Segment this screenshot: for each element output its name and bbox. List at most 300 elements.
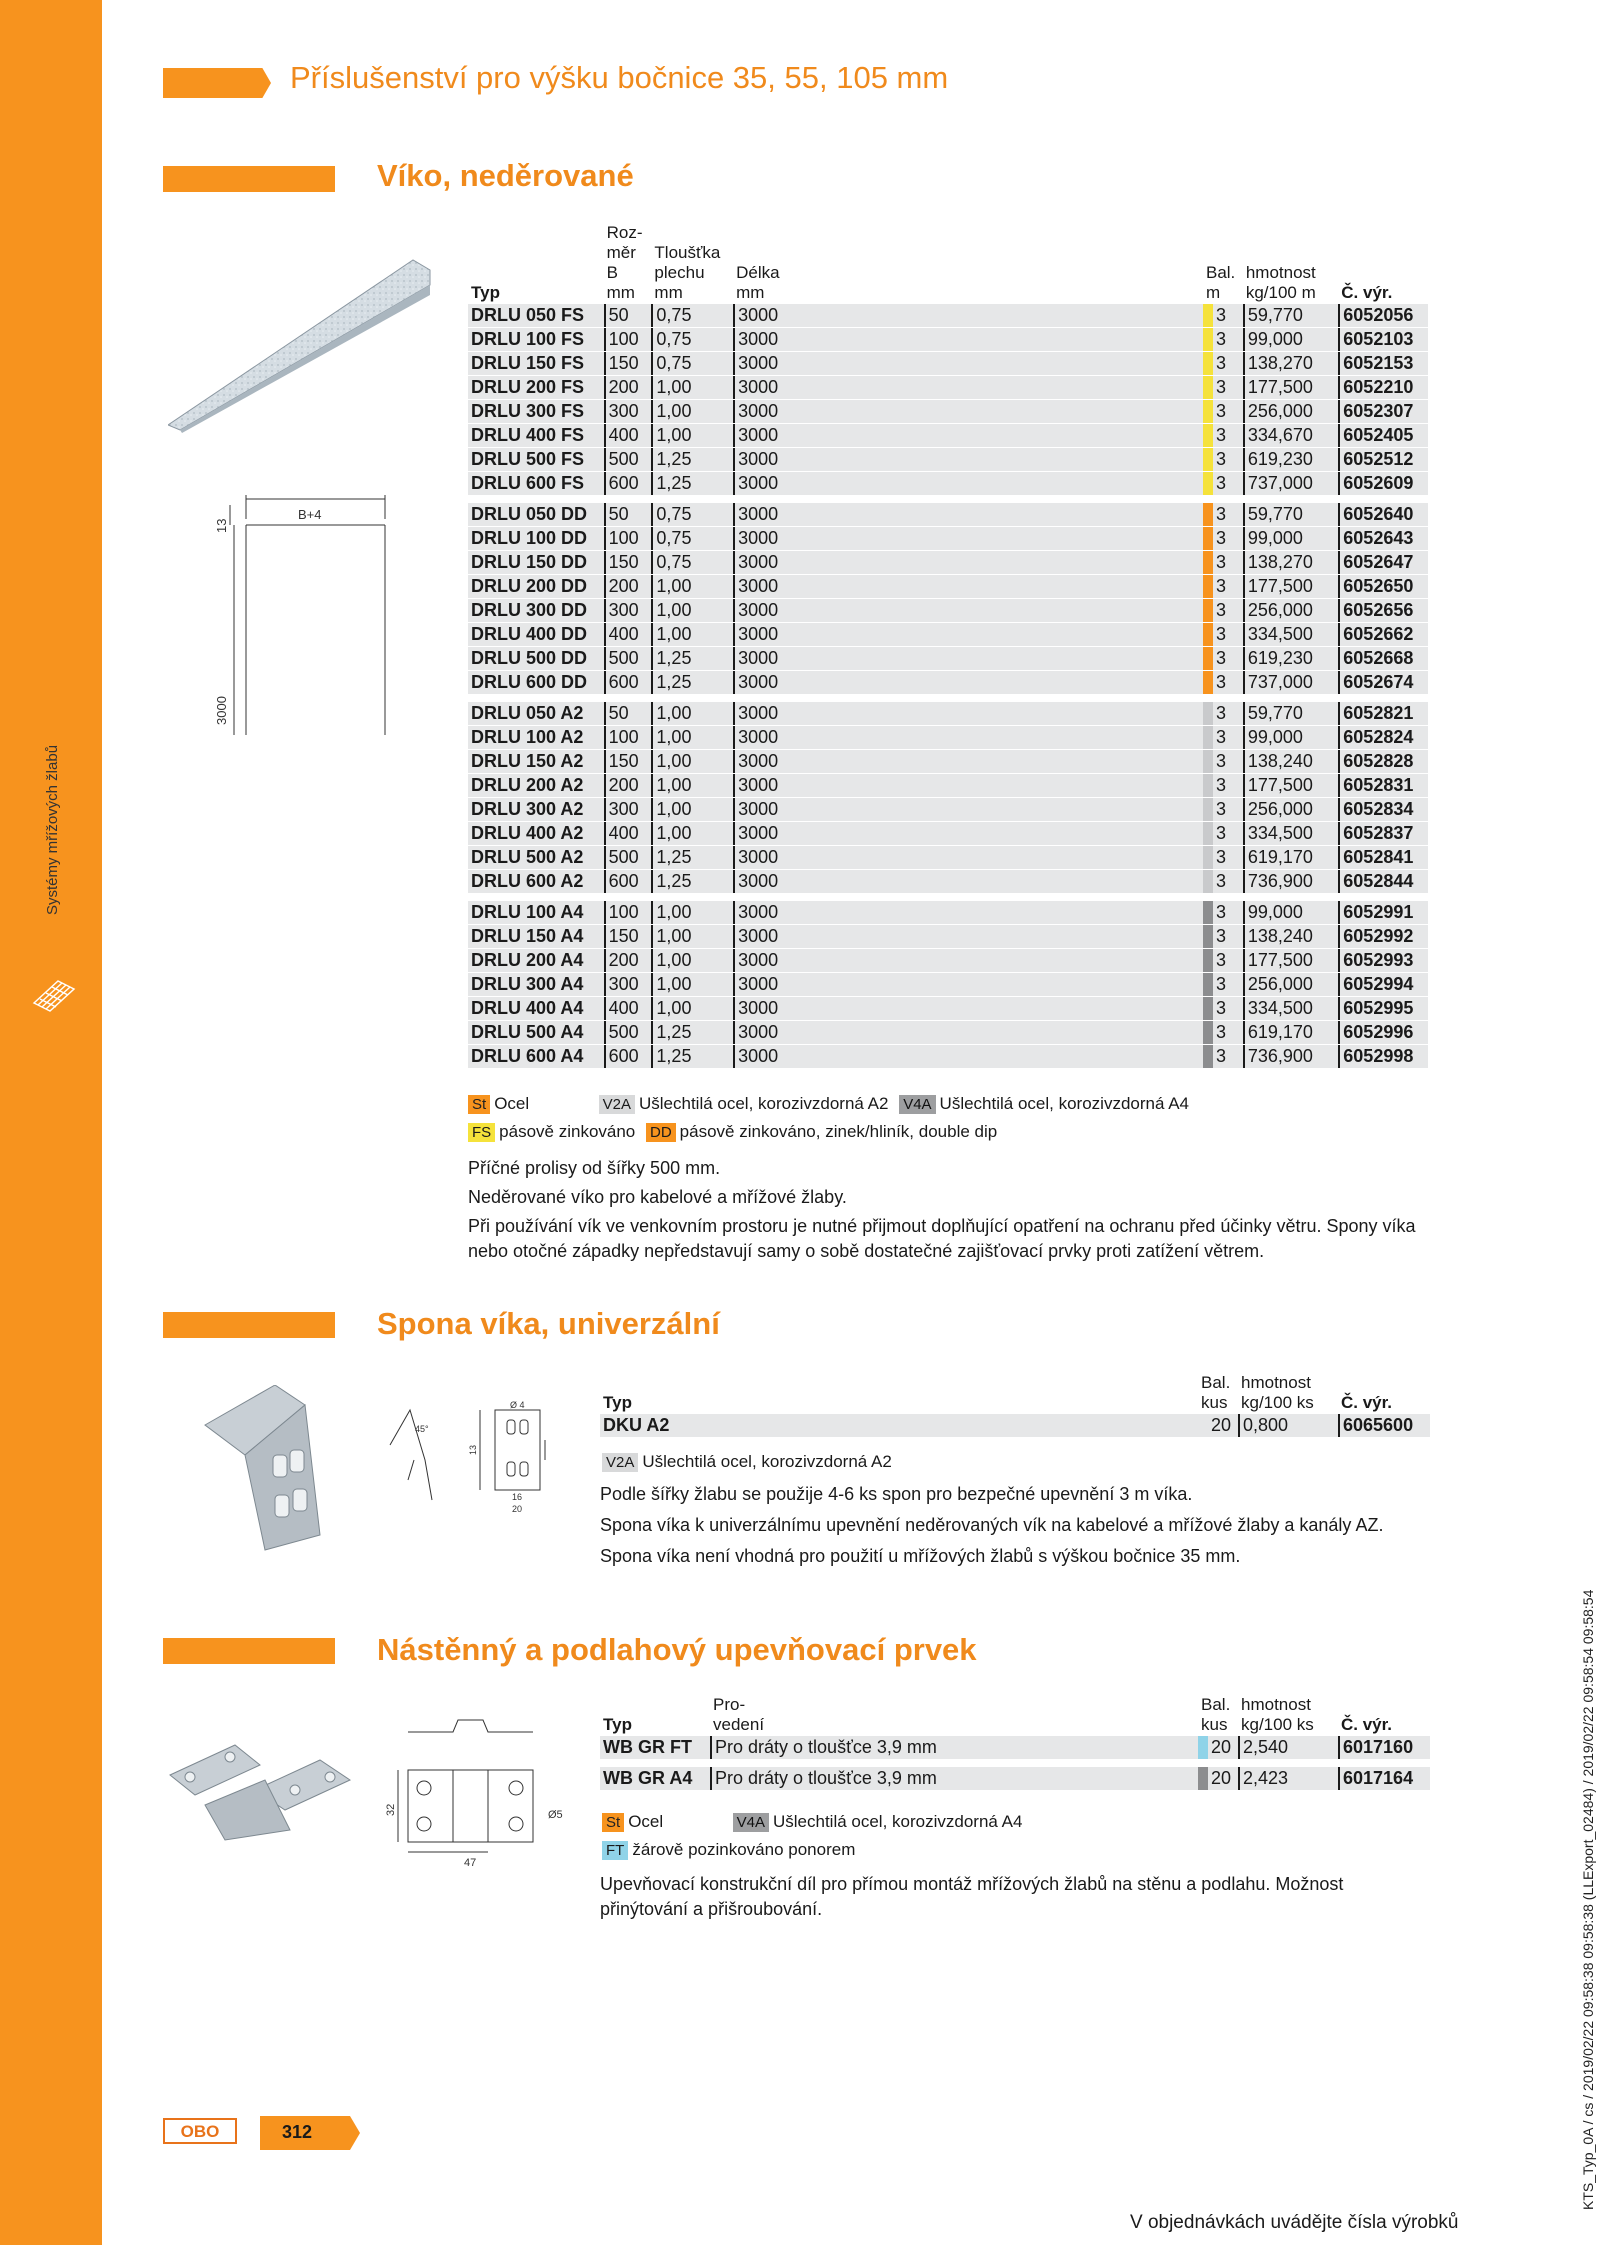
table-row: [468, 575, 1428, 598]
cell-cvyr: 6052834: [1338, 798, 1428, 821]
cell-rozmer: 600: [604, 671, 652, 694]
cell-bal: 3: [1203, 750, 1243, 773]
cell-delka: 3000: [733, 400, 1203, 423]
cell-bal: 3: [1203, 503, 1243, 526]
table-row: [468, 750, 1428, 773]
cell-hmotnost: 177,500: [1243, 575, 1338, 598]
cell-tloustka: 1,00: [651, 973, 733, 996]
cell-bal: 3: [1203, 328, 1243, 351]
hdr-typ: Typ: [471, 283, 500, 302]
cell-delka: 3000: [733, 1045, 1203, 1068]
table-row: [468, 503, 1428, 526]
note: Příčné prolisy od šířky 500 mm.: [468, 1158, 721, 1178]
cell-hmotnost: 334,670: [1243, 424, 1338, 447]
cell-hmotnost: 736,900: [1243, 870, 1338, 893]
cell-hmotnost: 256,000: [1243, 973, 1338, 996]
cell-bal: 3: [1203, 774, 1243, 797]
fixing-table: [600, 1694, 1430, 1791]
note: Neděrované víko pro kabelové a mřížové žlaby.: [468, 1187, 847, 1207]
cell-typ: DRLU 150 DD: [468, 551, 604, 574]
cell-cvyr: 6052994: [1338, 973, 1428, 996]
cell-bal: 3: [1203, 949, 1243, 972]
cell-rozmer: 400: [604, 997, 652, 1020]
note: Spona víka k univerzálnímu upevnění neděrovaných vík na kabelové a mřížové žlaby a kanály AZ.: [600, 1515, 1384, 1535]
logo-text: OBO: [180, 2122, 220, 2141]
cell-rozmer: 500: [604, 1021, 652, 1044]
cell-rozmer: 200: [604, 575, 652, 598]
table-row: [600, 1767, 1430, 1790]
cell-provedeni: Pro dráty o tloušťce 3,9 mm: [710, 1767, 1198, 1790]
cell-hmotnost: 138,240: [1243, 925, 1338, 948]
clip-product-image: [185, 1385, 335, 1555]
cell-rozmer: 400: [604, 822, 652, 845]
table-row: [468, 774, 1428, 797]
fixing-dim: 47: [464, 1857, 477, 1869]
table-row: [468, 424, 1428, 447]
cell-typ: DKU A2: [600, 1414, 1198, 1437]
legend-row-4: [602, 1812, 1022, 1832]
fixing-drawing: [378, 1712, 568, 1872]
cell-tloustka: 1,25: [651, 671, 733, 694]
cell-tloustka: 0,75: [651, 328, 733, 351]
cell-hmotnost: 177,500: [1243, 774, 1338, 797]
st-tag: St: [602, 1813, 624, 1832]
cell-cvyr: 6052841: [1338, 846, 1428, 869]
cell-bal: 3: [1203, 647, 1243, 670]
hdr-hmotnost: hmotnost kg/100 m: [1245, 263, 1316, 302]
cell-tloustka: 1,00: [651, 702, 733, 725]
legend-row-1: [468, 1094, 1189, 1114]
cell-cvyr: 6052995: [1338, 997, 1428, 1020]
table-row: [468, 551, 1428, 574]
cell-hmotnost: 99,000: [1243, 901, 1338, 924]
cell-hmotnost: 138,240: [1243, 750, 1338, 773]
cell-tloustka: 1,00: [651, 575, 733, 598]
cell-cvyr: 6052153: [1338, 352, 1428, 375]
cell-tloustka: 0,75: [651, 551, 733, 574]
cell-rozmer: 600: [604, 1045, 652, 1068]
table-row: [468, 846, 1428, 869]
sidebar-label: Systémy mřížových žlabů: [44, 744, 61, 915]
cell-rozmer: 500: [604, 647, 652, 670]
cell-bal: 3: [1203, 599, 1243, 622]
page-number: 312: [282, 2122, 313, 2142]
v4a-tag: V4A: [733, 1813, 769, 1832]
note: Podle šířky žlabu se použije 4-6 ks spon pro bezpečné upevnění 3 m víka.: [600, 1484, 1193, 1504]
cell-hmotnost: 334,500: [1243, 623, 1338, 646]
note: Spona víka není vhodná pro použití u mřížových žlabů s výškou bočnice 35 mm.: [600, 1546, 1241, 1566]
hdr-cvyr: Č. výr.: [1341, 1393, 1393, 1412]
table-row: [468, 949, 1428, 972]
table-row: [468, 997, 1428, 1020]
cell-cvyr: 6052656: [1338, 599, 1428, 622]
cell-rozmer: 200: [604, 376, 652, 399]
cell-tloustka: 1,00: [651, 400, 733, 423]
cell-bal: 3: [1203, 822, 1243, 845]
section2-notes: [600, 1482, 1430, 1569]
sidebar-stripe: [0, 0, 102, 2245]
cell-tloustka: 1,00: [651, 376, 733, 399]
cell-typ: DRLU 050 A2: [468, 702, 604, 725]
cell-bal: 3: [1203, 575, 1243, 598]
cell-cvyr: 6052103: [1338, 328, 1428, 351]
cell-typ: DRLU 500 A2: [468, 846, 604, 869]
cell-delka: 3000: [733, 424, 1203, 447]
table-row: [468, 798, 1428, 821]
cell-rozmer: 300: [604, 599, 652, 622]
dd-tag: DD: [646, 1123, 676, 1142]
cell-cvyr: 6052998: [1338, 1045, 1428, 1068]
hdr-cvyr: Č. výr.: [1341, 283, 1393, 302]
cell-hmotnost: 177,500: [1243, 949, 1338, 972]
cell-delka: 3000: [733, 870, 1203, 893]
hdr-bal: Bal. kus: [1201, 1695, 1231, 1734]
cell-rozmer: 500: [604, 846, 652, 869]
cell-cvyr: 6052831: [1338, 774, 1428, 797]
cell-typ: DRLU 400 FS: [468, 424, 604, 447]
cell-delka: 3000: [733, 750, 1203, 773]
cell-rozmer: 100: [604, 527, 652, 550]
cell-rozmer: 100: [604, 901, 652, 924]
cell-hmotnost: 2,423: [1238, 1767, 1338, 1790]
cell-rozmer: 400: [604, 623, 652, 646]
fixing-dim: 32: [385, 1803, 397, 1816]
legend-row-5: [602, 1840, 855, 1860]
cell-typ: DRLU 150 FS: [468, 352, 604, 375]
cell-delka: 3000: [733, 997, 1203, 1020]
cell-hmotnost: 138,270: [1243, 352, 1338, 375]
cell-bal: 3: [1203, 798, 1243, 821]
cell-delka: 3000: [733, 1021, 1203, 1044]
table-row: [468, 870, 1428, 893]
cell-tloustka: 1,00: [651, 599, 733, 622]
clip-dim: 20: [512, 1504, 523, 1514]
cell-typ: DRLU 400 DD: [468, 623, 604, 646]
table-row: [468, 527, 1428, 550]
cell-hmotnost: 256,000: [1243, 798, 1338, 821]
cell-bal: 3: [1203, 726, 1243, 749]
cell-cvyr: 6052844: [1338, 870, 1428, 893]
hdr-hmotnost: hmotnost kg/100 ks: [1241, 1695, 1314, 1734]
cell-typ: DRLU 500 DD: [468, 647, 604, 670]
section-title-1: Víko, neděrované: [377, 158, 634, 193]
cell-cvyr: 6052643: [1338, 527, 1428, 550]
legend-row-2: [468, 1122, 997, 1142]
cell-cvyr: 6052662: [1338, 623, 1428, 646]
cell-cvyr: 6052650: [1338, 575, 1428, 598]
cell-bal: 20: [1198, 1414, 1238, 1437]
cell-rozmer: 200: [604, 949, 652, 972]
cell-tloustka: 1,25: [651, 448, 733, 471]
cell-delka: 3000: [733, 448, 1203, 471]
cell-delka: 3000: [733, 901, 1203, 924]
cell-hmotnost: 619,230: [1243, 448, 1338, 471]
cell-tloustka: 1,00: [651, 901, 733, 924]
section-bar: [163, 166, 335, 192]
cell-typ: DRLU 400 A4: [468, 997, 604, 1020]
hdr-delka: Délka mm: [736, 263, 780, 302]
v2a-label: Ušlechtilá ocel, korozivzdorná A2: [642, 1452, 892, 1471]
cell-delka: 3000: [733, 599, 1203, 622]
cell-tloustka: 1,25: [651, 870, 733, 893]
cell-bal: 3: [1203, 551, 1243, 574]
cell-cvyr: 6052992: [1338, 925, 1428, 948]
cell-tloustka: 1,00: [651, 623, 733, 646]
table-row: [468, 376, 1428, 399]
cell-rozmer: 150: [604, 551, 652, 574]
cell-delka: 3000: [733, 702, 1203, 725]
table-row: [468, 400, 1428, 423]
cell-cvyr: 6052405: [1338, 424, 1428, 447]
table-header: [468, 223, 1428, 303]
cover-drawing: [200, 485, 400, 745]
cell-rozmer: 600: [604, 870, 652, 893]
cell-bal: 3: [1203, 973, 1243, 996]
cell-typ: DRLU 200 A2: [468, 774, 604, 797]
cell-rozmer: 150: [604, 750, 652, 773]
cell-bal: 3: [1203, 424, 1243, 447]
cell-bal: 3: [1203, 925, 1243, 948]
hdr-cvyr: Č. výr.: [1341, 1715, 1393, 1734]
cell-cvyr: 6052609: [1338, 472, 1428, 495]
cell-bal: 20: [1198, 1736, 1238, 1759]
cell-hmotnost: 619,170: [1243, 1021, 1338, 1044]
table-row: [468, 304, 1428, 327]
v4a-tag: V4A: [899, 1095, 935, 1114]
cell-tloustka: 1,00: [651, 798, 733, 821]
cell-typ: DRLU 050 FS: [468, 304, 604, 327]
cell-hmotnost: 99,000: [1243, 328, 1338, 351]
cell-bal: 3: [1203, 997, 1243, 1020]
section-bar: [163, 1638, 335, 1664]
cell-bal: 3: [1203, 1045, 1243, 1068]
cell-delka: 3000: [733, 551, 1203, 574]
cell-hmotnost: 334,500: [1243, 997, 1338, 1020]
cell-cvyr: 6052993: [1338, 949, 1428, 972]
cell-cvyr: 6052991: [1338, 901, 1428, 924]
cell-bal: 20: [1198, 1767, 1238, 1790]
cell-typ: WB GR FT: [600, 1736, 710, 1759]
cell-typ: DRLU 300 FS: [468, 400, 604, 423]
cell-delka: 3000: [733, 503, 1203, 526]
table-header: [600, 1373, 1430, 1413]
cell-hmotnost: 737,000: [1243, 472, 1338, 495]
cell-hmotnost: 619,230: [1243, 647, 1338, 670]
dim-height: 13: [214, 518, 229, 533]
cell-typ: DRLU 300 DD: [468, 599, 604, 622]
cell-rozmer: 300: [604, 973, 652, 996]
cell-delka: 3000: [733, 822, 1203, 845]
ft-tag: FT: [602, 1841, 628, 1860]
cell-cvyr: 6052640: [1338, 503, 1428, 526]
table-row: [468, 448, 1428, 471]
cell-cvyr: 6065600: [1338, 1414, 1430, 1437]
section-title-3: Nástěnný a podlahový upevňovací prvek: [377, 1632, 977, 1667]
fixing-dim: Ø5: [548, 1809, 563, 1821]
table-row: [600, 1736, 1430, 1759]
page-title: Příslušenství pro výšku bočnice 35, 55, 105 mm: [290, 60, 949, 95]
cell-bal: 3: [1203, 400, 1243, 423]
dim-width: B+4: [298, 507, 322, 522]
cell-cvyr: 6052512: [1338, 448, 1428, 471]
cell-delka: 3000: [733, 726, 1203, 749]
hdr-rozmer: Roz- měr B mm: [606, 223, 643, 302]
v2a-label: Ušlechtilá ocel, korozivzdorná A2: [638, 1094, 889, 1113]
dim-length: 3000: [214, 696, 229, 725]
cell-bal: 3: [1203, 1021, 1243, 1044]
cell-typ: DRLU 400 A2: [468, 822, 604, 845]
cell-typ: DRLU 600 FS: [468, 472, 604, 495]
cell-delka: 3000: [733, 949, 1203, 972]
cell-hmotnost: 59,770: [1243, 503, 1338, 526]
cell-typ: DRLU 600 DD: [468, 671, 604, 694]
cell-tloustka: 1,25: [651, 1021, 733, 1044]
cell-cvyr: 6017160: [1338, 1736, 1430, 1759]
cell-rozmer: 400: [604, 424, 652, 447]
v2a-tag: V2A: [602, 1453, 638, 1472]
cell-cvyr: 6052674: [1338, 671, 1428, 694]
clip-table: [600, 1372, 1430, 1438]
cell-rozmer: 200: [604, 774, 652, 797]
cell-typ: DRLU 300 A4: [468, 973, 604, 996]
cell-rozmer: 150: [604, 925, 652, 948]
cell-rozmer: 50: [604, 304, 652, 327]
cell-typ: DRLU 300 A2: [468, 798, 604, 821]
cell-tloustka: 0,75: [651, 352, 733, 375]
legend-row-3: [602, 1452, 892, 1472]
cell-rozmer: 100: [604, 328, 652, 351]
cell-hmotnost: 177,500: [1243, 376, 1338, 399]
cell-typ: DRLU 500 A4: [468, 1021, 604, 1044]
cell-delka: 3000: [733, 352, 1203, 375]
v4a-label: Ušlechtilá ocel, korozivzdorná A4: [772, 1812, 1023, 1831]
table-row: [468, 726, 1428, 749]
hdr-bal: Bal. m: [1205, 263, 1236, 302]
cell-tloustka: 1,00: [651, 750, 733, 773]
cell-bal: 3: [1203, 623, 1243, 646]
table-row: [468, 623, 1428, 646]
fixing-product-image: [165, 1735, 355, 1845]
clip-drawing: [380, 1400, 580, 1520]
table-row: [468, 1021, 1428, 1044]
cell-cvyr: 6052056: [1338, 304, 1428, 327]
cell-typ: DRLU 150 A4: [468, 925, 604, 948]
clip-dim: Ø 4: [510, 1400, 525, 1410]
clip-dim: 16: [512, 1492, 523, 1502]
table-row: [468, 925, 1428, 948]
cell-cvyr: 6017164: [1338, 1767, 1430, 1790]
cell-typ: DRLU 100 A2: [468, 726, 604, 749]
cell-delka: 3000: [733, 671, 1203, 694]
section1-notes: [468, 1156, 1428, 1264]
section-bar: [163, 1312, 335, 1338]
st-label: Ocel: [628, 1812, 664, 1831]
cell-bal: 3: [1203, 702, 1243, 725]
cell-delka: 3000: [733, 575, 1203, 598]
cell-bal: 3: [1203, 901, 1243, 924]
clip-dim: 13: [468, 1444, 478, 1455]
cell-cvyr: 6052837: [1338, 822, 1428, 845]
cell-hmotnost: 99,000: [1243, 726, 1338, 749]
hdr-hmotnost: hmotnost kg/100 ks: [1241, 1373, 1314, 1412]
cell-typ: DRLU 200 A4: [468, 949, 604, 972]
table-row: [468, 901, 1428, 924]
cell-bal: 3: [1203, 671, 1243, 694]
table-row: [468, 328, 1428, 351]
section-title-2: Spona víka, univerzální: [377, 1306, 720, 1341]
st-tag: St: [468, 1095, 490, 1114]
table-row: [468, 973, 1428, 996]
v4a-label: Ušlechtilá ocel, korozivzdorná A4: [939, 1094, 1190, 1113]
cell-bal: 3: [1203, 527, 1243, 550]
footer-note: V objednávkách uvádějte čísla výrobků: [1130, 2212, 1459, 2233]
cell-rozmer: 300: [604, 798, 652, 821]
ft-label: žárově pozinkováno ponorem: [632, 1840, 856, 1859]
cell-cvyr: 6052307: [1338, 400, 1428, 423]
cell-rozmer: 600: [604, 472, 652, 495]
cell-typ: DRLU 150 A2: [468, 750, 604, 773]
cell-hmotnost: 0,800: [1238, 1414, 1338, 1437]
cell-delka: 3000: [733, 304, 1203, 327]
cell-hmotnost: 138,270: [1243, 551, 1338, 574]
cell-bal: 3: [1203, 472, 1243, 495]
cell-typ: DRLU 100 A4: [468, 901, 604, 924]
table-row: [468, 647, 1428, 670]
cover-product-image: [168, 255, 433, 435]
table-row: [468, 671, 1428, 694]
cell-rozmer: 500: [604, 448, 652, 471]
cell-tloustka: 1,00: [651, 997, 733, 1020]
cell-cvyr: 6052824: [1338, 726, 1428, 749]
cell-tloustka: 1,25: [651, 846, 733, 869]
fs-tag: FS: [468, 1123, 495, 1142]
cell-rozmer: 100: [604, 726, 652, 749]
cell-rozmer: 50: [604, 702, 652, 725]
table-row: [468, 472, 1428, 495]
cell-delka: 3000: [733, 925, 1203, 948]
cell-cvyr: 6052821: [1338, 702, 1428, 725]
v2a-tag: V2A: [599, 1095, 635, 1114]
table-row: [468, 702, 1428, 725]
cell-cvyr: 6052828: [1338, 750, 1428, 773]
cable-tray-icon: [30, 975, 78, 1013]
obo-logo: [163, 2118, 237, 2144]
cell-typ: DRLU 500 FS: [468, 448, 604, 471]
cell-tloustka: 1,00: [651, 424, 733, 447]
cell-delka: 3000: [733, 973, 1203, 996]
cell-delka: 3000: [733, 798, 1203, 821]
table-row: [468, 822, 1428, 845]
cell-hmotnost: 59,770: [1243, 304, 1338, 327]
cell-hmotnost: 737,000: [1243, 671, 1338, 694]
cell-tloustka: 1,00: [651, 726, 733, 749]
header-arrow: [163, 68, 271, 98]
cell-bal: 3: [1203, 304, 1243, 327]
st-label: Ocel: [494, 1094, 530, 1113]
cell-hmotnost: 736,900: [1243, 1045, 1338, 1068]
cell-hmotnost: 99,000: [1243, 527, 1338, 550]
table-header: [600, 1695, 1430, 1735]
clip-dim: 45°: [415, 1424, 429, 1434]
cell-typ: DRLU 050 DD: [468, 503, 604, 526]
cell-delka: 3000: [733, 376, 1203, 399]
cell-delka: 3000: [733, 647, 1203, 670]
cell-rozmer: 150: [604, 352, 652, 375]
cell-provedeni: Pro dráty o tloušťce 3,9 mm: [710, 1736, 1198, 1759]
hdr-provedeni: Pro- vedení: [713, 1695, 765, 1734]
note: Upevňovací konstrukční díl pro přímou montáž mřížových žlabů na stěnu a podlahu. Možnost přinýtování a přišroubování.: [600, 1874, 1344, 1919]
hdr-typ: Typ: [603, 1715, 632, 1734]
